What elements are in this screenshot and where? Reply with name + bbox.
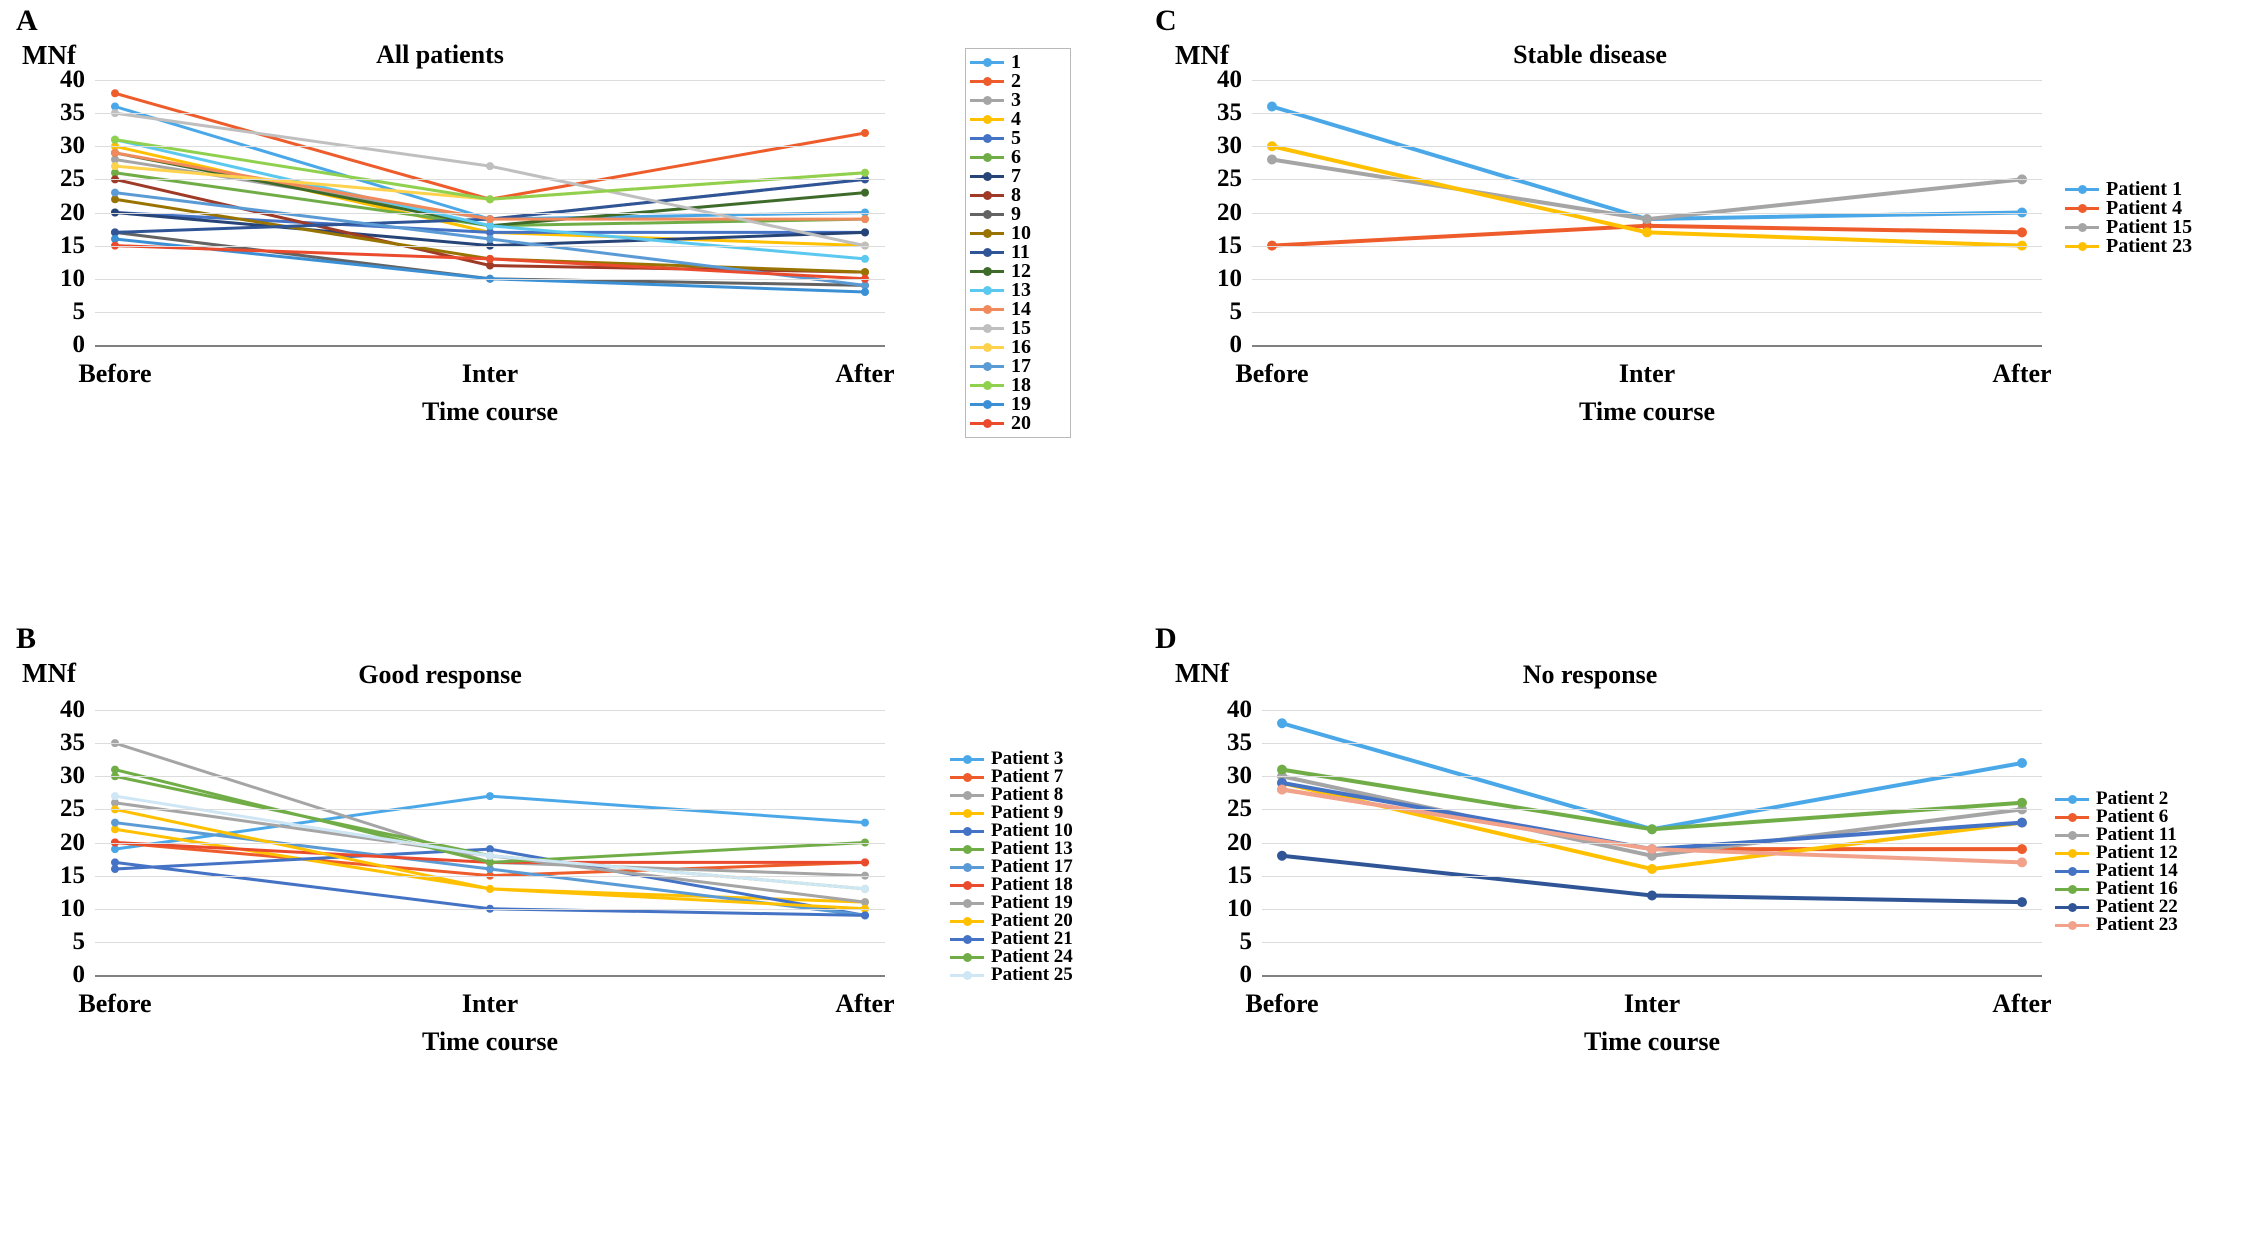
series-4 — [1267, 141, 2027, 250]
legend-label: Patient 23 — [2096, 914, 2178, 935]
y-axis-tick: 5 — [1239, 927, 1252, 955]
y-axis-tick: 35 — [1217, 99, 1242, 127]
gridline — [95, 113, 885, 114]
gridline — [1262, 710, 2042, 711]
gridline — [1262, 776, 2042, 777]
gridline — [1252, 246, 2042, 247]
gridline — [1262, 942, 2042, 943]
panel-d-title: No response — [1522, 660, 1658, 689]
y-axis-tick: 40 — [1227, 696, 1252, 723]
x-axis-tick: Before — [78, 359, 152, 388]
y-axis-tick: 5 — [72, 297, 85, 325]
y-axis-tick: 20 — [60, 198, 85, 226]
legend-label: Patient 25 — [991, 964, 1073, 985]
legend-label: Patient 21 — [991, 928, 1073, 949]
series-1 — [111, 792, 869, 853]
legend-swatch-icon — [950, 933, 984, 945]
x-axis-tick: Before — [78, 989, 152, 1018]
y-axis-tick: 35 — [1227, 729, 1252, 757]
legend-label: Patient 13 — [991, 838, 1073, 859]
legend-swatch-icon — [970, 247, 1004, 259]
legend-swatch-icon — [970, 380, 1004, 392]
legend-label: 14 — [1011, 298, 1031, 320]
panel-d-y-axis-label: MNf — [1175, 658, 1229, 688]
legend-label: Patient 10 — [991, 820, 1073, 841]
panel-b-y-axis-label: MNf — [22, 658, 76, 688]
legend-label: Patient 1 — [2106, 178, 2183, 200]
gridline — [95, 743, 885, 744]
y-axis-tick: 25 — [60, 165, 85, 193]
legend-swatch-icon — [2055, 883, 2089, 895]
legend-label: Patient 16 — [2096, 878, 2178, 899]
gridline — [1252, 80, 2042, 81]
panel-a-legend[interactable] — [965, 48, 1071, 438]
y-axis-tick: 30 — [60, 132, 85, 160]
legend-label: Patient 7 — [991, 766, 1064, 787]
legend-label: 9 — [1011, 203, 1021, 225]
gridline — [95, 279, 885, 280]
y-axis-tick: 0 — [72, 961, 85, 988]
y-axis-tick: 0 — [72, 331, 85, 358]
legend-item[interactable] — [2055, 916, 2255, 934]
legend-item[interactable] — [970, 414, 1062, 433]
legend-swatch-icon — [2055, 865, 2089, 877]
legend-label: 3 — [1011, 89, 1021, 111]
gridline — [95, 975, 885, 977]
panel-letter-a: A — [16, 4, 38, 37]
gridline — [95, 179, 885, 180]
legend-swatch-icon — [970, 228, 1004, 240]
legend-label: 16 — [1011, 336, 1031, 358]
legend-swatch-icon — [950, 753, 984, 765]
gridline — [1252, 345, 2042, 347]
y-axis-tick: 40 — [60, 66, 85, 93]
gridline — [95, 909, 885, 910]
legend-swatch-icon — [950, 915, 984, 927]
x-axis-tick: Inter — [461, 359, 519, 388]
y-axis-tick: 20 — [1217, 198, 1242, 226]
x-axis-tick: After — [1992, 359, 2052, 388]
x-axis-tick: Before — [1245, 989, 1319, 1018]
legend-swatch-icon — [970, 114, 1004, 126]
x-axis-tick: Inter — [461, 989, 519, 1018]
legend-label: 11 — [1011, 241, 1030, 263]
y-axis-tick: 10 — [60, 894, 85, 922]
legend-label: 1 — [1011, 51, 1021, 73]
panel-d-legend[interactable] — [2055, 790, 2255, 934]
y-axis-tick: 40 — [1217, 66, 1242, 93]
gridline — [1262, 909, 2042, 910]
y-axis-tick: 5 — [72, 927, 85, 955]
legend-swatch-icon — [970, 171, 1004, 183]
gridline — [95, 809, 885, 810]
legend-label: 17 — [1011, 355, 1031, 377]
y-axis-tick: 15 — [1217, 231, 1242, 259]
gridline — [95, 876, 885, 877]
legend-label: Patient 15 — [2106, 216, 2193, 238]
panel-letter-b: B — [16, 622, 37, 655]
legend-label: Patient 12 — [2096, 842, 2178, 863]
panel-a-plot-area — [60, 66, 895, 426]
legend-label: 15 — [1011, 317, 1031, 339]
legend-swatch-icon — [970, 418, 1004, 430]
legend-label: Patient 6 — [2096, 806, 2169, 827]
y-axis-tick: 20 — [60, 828, 85, 856]
legend-label: Patient 4 — [2106, 197, 2183, 219]
legend-label: 7 — [1011, 165, 1021, 187]
x-axis-title: Time course — [422, 397, 558, 426]
legend-swatch-icon — [950, 897, 984, 909]
gridline — [1262, 975, 2042, 977]
legend-swatch-icon — [970, 76, 1004, 88]
panel-c-title: Stable disease — [1513, 40, 1667, 69]
y-axis-tick: 10 — [60, 264, 85, 292]
x-axis-tick: Before — [1235, 359, 1309, 388]
legend-swatch-icon — [950, 879, 984, 891]
legend-swatch-icon — [970, 209, 1004, 221]
y-axis-tick: 30 — [1217, 132, 1242, 160]
gridline — [1252, 179, 2042, 180]
legend-label: 18 — [1011, 374, 1031, 396]
y-axis-tick: 35 — [60, 729, 85, 757]
panel-letter-d: D — [1155, 622, 1177, 655]
x-axis-title: Time course — [1584, 1027, 1720, 1056]
gridline — [95, 843, 885, 844]
gridline — [1262, 743, 2042, 744]
panel-b-plot-area — [60, 696, 895, 1056]
y-axis-tick: 15 — [1227, 861, 1252, 889]
legend-item[interactable] — [2065, 237, 2255, 256]
legend-swatch-icon — [950, 861, 984, 873]
legend-swatch-icon — [2065, 184, 2099, 196]
gridline — [1262, 809, 2042, 810]
legend-label: 4 — [1011, 108, 1021, 130]
panel-a-title: All patients — [376, 40, 504, 69]
legend-label: Patient 2 — [2096, 788, 2169, 809]
legend-label: Patient 22 — [2096, 896, 2178, 917]
series-1 — [1267, 102, 2027, 225]
legend-swatch-icon — [970, 304, 1004, 316]
legend-label: Patient 20 — [991, 910, 1073, 931]
panel-b-legend[interactable] — [950, 750, 1160, 984]
y-axis-tick: 20 — [1227, 828, 1252, 856]
gridline — [1262, 843, 2042, 844]
y-axis-tick: 25 — [1217, 165, 1242, 193]
legend-label: Patient 23 — [2106, 235, 2193, 257]
gridline — [1262, 876, 2042, 877]
legend-swatch-icon — [970, 133, 1004, 145]
x-axis-tick: Inter — [1623, 989, 1681, 1018]
panel-a-y-axis-label: MNf — [22, 40, 76, 70]
legend-swatch-icon — [950, 825, 984, 837]
y-axis-tick: 25 — [60, 795, 85, 823]
legend-swatch-icon — [970, 152, 1004, 164]
y-axis-tick: 30 — [60, 762, 85, 790]
legend-label: 10 — [1011, 222, 1031, 244]
legend-label: 20 — [1011, 412, 1031, 434]
legend-label: Patient 24 — [991, 946, 1073, 967]
gridline — [95, 345, 885, 347]
y-axis-tick: 15 — [60, 861, 85, 889]
panel-c-plot-area — [1217, 66, 2052, 426]
legend-swatch-icon — [2055, 847, 2089, 859]
legend-swatch-icon — [970, 399, 1004, 411]
gridline — [95, 776, 885, 777]
legend-swatch-icon — [970, 190, 1004, 202]
legend-label: 13 — [1011, 279, 1031, 301]
legend-label: 5 — [1011, 127, 1021, 149]
x-axis-tick: Inter — [1618, 359, 1676, 388]
legend-item[interactable] — [950, 966, 1160, 984]
legend-label: Patient 18 — [991, 874, 1073, 895]
x-axis-tick: After — [1992, 989, 2052, 1018]
legend-swatch-icon — [950, 789, 984, 801]
legend-swatch-icon — [970, 95, 1004, 107]
legend-swatch-icon — [2065, 241, 2099, 253]
legend-swatch-icon — [2065, 203, 2099, 215]
panel-c-y-axis-label: MNf — [1175, 40, 1229, 70]
gridline — [1252, 146, 2042, 147]
gridline — [95, 80, 885, 81]
legend-label: Patient 3 — [991, 748, 1064, 769]
panel-c-legend[interactable] — [2065, 180, 2255, 256]
y-axis-tick: 0 — [1239, 961, 1252, 988]
y-axis-tick: 25 — [1227, 795, 1252, 823]
legend-label: 8 — [1011, 184, 1021, 206]
y-axis-tick: 5 — [1229, 297, 1242, 325]
legend-swatch-icon — [2055, 901, 2089, 913]
legend-label: Patient 8 — [991, 784, 1064, 805]
legend-label: 19 — [1011, 393, 1031, 415]
legend-swatch-icon — [950, 807, 984, 819]
x-axis-tick: After — [835, 359, 895, 388]
legend-swatch-icon — [970, 57, 1004, 69]
y-axis-tick: 0 — [1229, 331, 1242, 358]
legend-swatch-icon — [950, 951, 984, 963]
gridline — [95, 312, 885, 313]
legend-swatch-icon — [950, 843, 984, 855]
panel-letter-c: C — [1155, 4, 1177, 37]
legend-swatch-icon — [2055, 793, 2089, 805]
legend-swatch-icon — [950, 771, 984, 783]
legend-swatch-icon — [2065, 222, 2099, 234]
legend-swatch-icon — [950, 969, 984, 981]
gridline — [95, 213, 885, 214]
legend-label: Patient 19 — [991, 892, 1073, 913]
gridline — [95, 710, 885, 711]
y-axis-tick: 10 — [1227, 894, 1252, 922]
legend-swatch-icon — [2055, 919, 2089, 931]
x-axis-title: Time course — [1579, 397, 1715, 426]
y-axis-tick: 10 — [1217, 264, 1242, 292]
legend-swatch-icon — [970, 266, 1004, 278]
legend-label: 2 — [1011, 70, 1021, 92]
legend-label: Patient 11 — [2096, 824, 2177, 845]
panel-d-plot-area — [1227, 696, 2052, 1056]
legend-label: Patient 17 — [991, 856, 1073, 877]
y-axis-tick: 35 — [60, 99, 85, 127]
y-axis-tick: 15 — [60, 231, 85, 259]
legend-swatch-icon — [970, 342, 1004, 354]
gridline — [95, 146, 885, 147]
legend-swatch-icon — [2055, 829, 2089, 841]
y-axis-tick: 30 — [1227, 762, 1252, 790]
y-axis-tick: 40 — [60, 696, 85, 723]
legend-label: 12 — [1011, 260, 1031, 282]
gridline — [95, 246, 885, 247]
legend-swatch-icon — [970, 323, 1004, 335]
legend-label: Patient 14 — [2096, 860, 2178, 881]
gridline — [1252, 113, 2042, 114]
legend-swatch-icon — [970, 285, 1004, 297]
legend-swatch-icon — [970, 361, 1004, 373]
panel-b-title: Good response — [358, 660, 522, 689]
legend-swatch-icon — [2055, 811, 2089, 823]
gridline — [1252, 312, 2042, 313]
gridline — [95, 942, 885, 943]
gridline — [1252, 279, 2042, 280]
series-2 — [1277, 785, 2027, 855]
legend-label: 6 — [1011, 146, 1021, 168]
x-axis-tick: After — [835, 989, 895, 1018]
x-axis-title: Time course — [422, 1027, 558, 1056]
legend-label: Patient 9 — [991, 802, 1064, 823]
gridline — [1252, 213, 2042, 214]
